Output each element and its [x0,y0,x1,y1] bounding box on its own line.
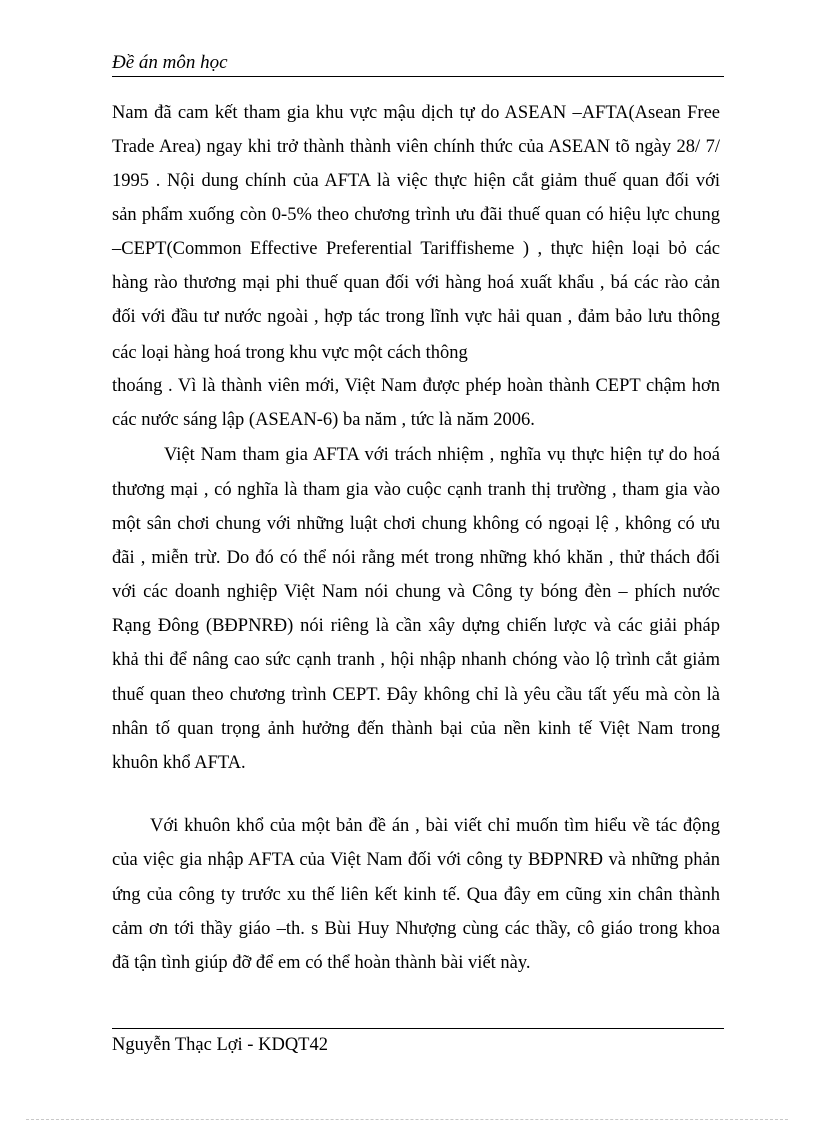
text-line: khả thi để nâng cao sức cạnh tranh , hội nhập nhanh chóng vào lộ trình cắt giảm [112,650,720,670]
text-line: thoáng . Vì là thành viên mới, Việt Nam được phép hoàn thành CEPT chậm hơn [112,376,720,396]
text-line: của việc gia nhập AFTA của Việt Nam đối với công ty BĐPNRĐ và những phản [112,850,720,870]
text-line: đãi , miễn trừ. Do đó có thể nói rằng mét trong những khó khăn , thử thách đối [112,548,720,568]
text-line: thuế quan theo chương trình CEPT. Đây không chỉ là yêu cầu tất yếu mà còn là [112,685,720,705]
text-line: đã tận tình giúp đỡ để em có thể hoàn thành bài viết này. [112,953,531,973]
text-line: các loại hàng hoá trong khu vực một cách thông [112,343,468,363]
text-line: Rạng Đông (BĐPNRĐ) nói riêng là cần xây dựng chiến lược và các giải pháp [112,616,720,636]
text-line: một sân chơi chung với những luật chơi chung không có ngoại lệ , không có ưu [112,514,720,534]
text-line: với các doanh nghiệp Việt Nam nói chung và Công ty bóng đèn – phích nước [112,582,720,602]
text-line: Trade Area) ngay khi trở thành thành viên chính thức của ASEAN tõ ngày 28/ 7/ [112,137,720,157]
text-line: hàng rào thương mại phi thuế quan đối với hàng hoá xuất khẩu , bá các rào cản [112,273,720,293]
text-line: ứng của công ty trước xu thế liên kết kinh tế. Qua đây em cũng xin chân thành [112,885,720,905]
header-title: Đề án môn học [112,52,228,73]
text-line: 1995 . Nội dung chính của AFTA là việc thực hiện cắt giảm thuế quan đối với [112,171,720,191]
page-edge-divider [26,1119,788,1120]
header-divider [112,76,724,77]
text-line: Với khuôn khổ của một bản đề án , bài viết chỉ muốn tìm hiểu về tác động [150,816,720,836]
text-line: –CEPT(Common Effective Preferential Tariffisheme ) , thực hiện loại bỏ các [112,239,720,259]
text-line: nhân tố quan trọng ảnh hưởng đến thành bại của nền kinh tế Việt Nam trong [112,719,720,739]
text-line: thương mại , có nghĩa là tham gia vào cuộc cạnh tranh thị trường , tham gia vào [112,480,720,500]
footer-author: Nguyễn Thạc Lợi - KDQT42 [112,1035,328,1055]
text-line: các nước sáng lập (ASEAN-6) ba năm , tức là năm 2006. [112,410,535,430]
text-line: Việt Nam tham gia AFTA với trách nhiệm , nghĩa vụ thực hiện tự do hoá [164,445,720,465]
text-line: cảm ơn tới thầy giáo –th. s Bùi Huy Nhượng cùng các thầy, cô giáo trong khoa [112,919,720,939]
text-line: Nam đã cam kết tham gia khu vực mậu dịch tự do ASEAN –AFTA(Asean Free [112,103,720,123]
text-line: sản phẩm xuống còn 0-5% theo chương trình ưu đãi thuế quan có hiệu lực chung [112,205,720,225]
footer-divider [112,1028,724,1029]
text-line: khuôn khổ AFTA. [112,753,246,773]
text-line: đối với đầu tư nước ngoài , hợp tác trong lĩnh vực hải quan , đảm bảo lưu thông [112,307,720,327]
